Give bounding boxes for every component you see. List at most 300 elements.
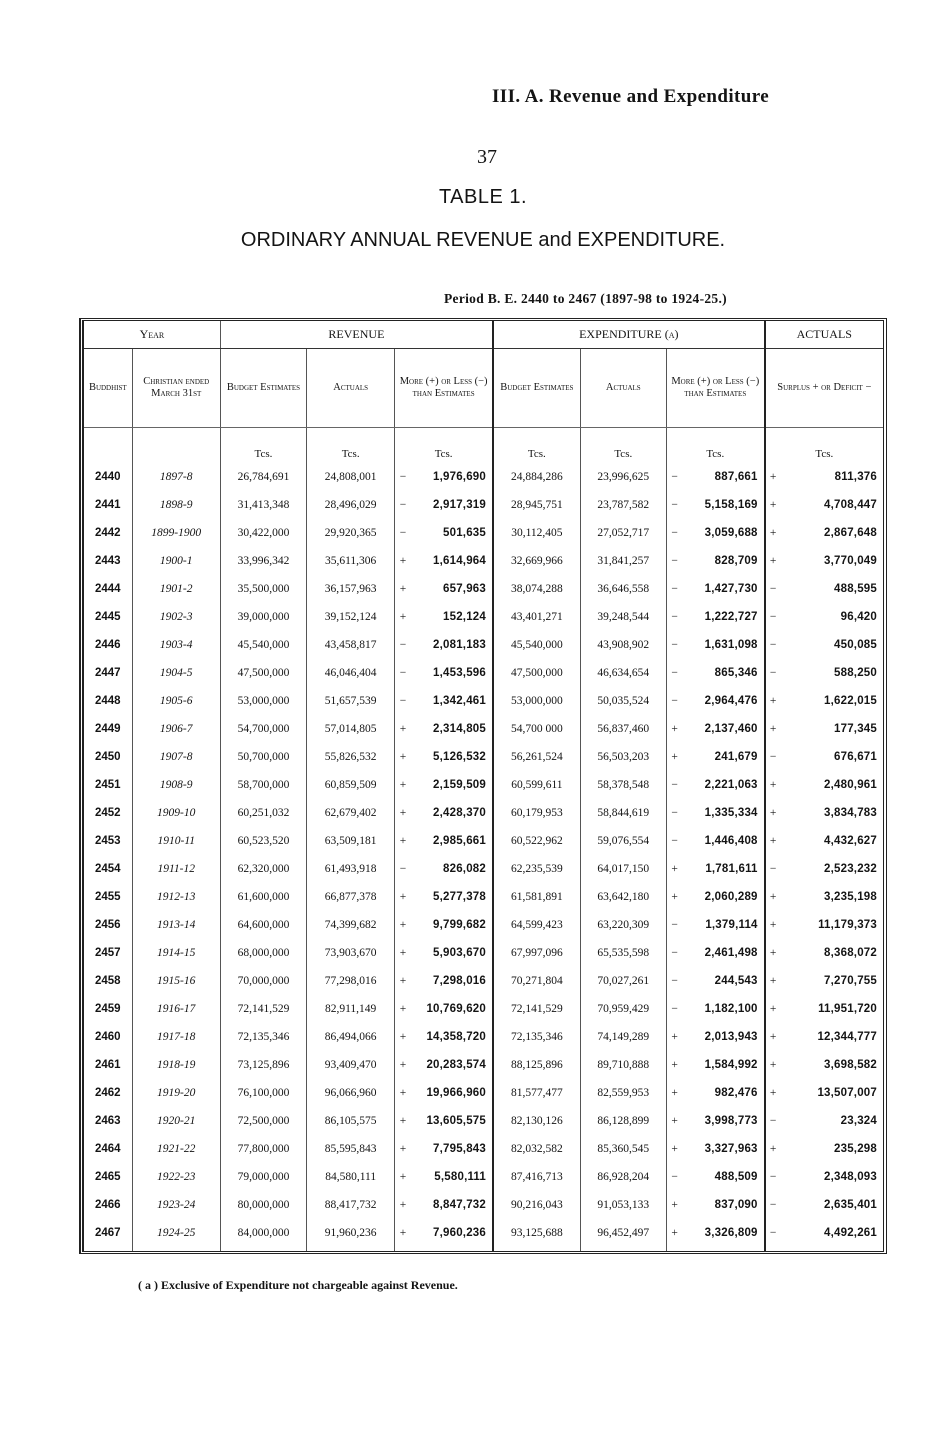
revenue-budget: 53,000,000 [220, 687, 306, 715]
christian-year: 1910-11 [132, 827, 220, 855]
buddhist-year: 2458 [84, 967, 132, 995]
revenue-actual: 39,152,124 [307, 603, 395, 631]
revenue-actual: 84,580,111 [307, 1163, 395, 1191]
surplus-deficit: 235,298 [834, 1143, 877, 1155]
surplus-deficit: 1,622,015 [824, 695, 877, 707]
expenditure-actual: 27,052,717 [580, 519, 666, 547]
expenditure-budget: 70,271,804 [493, 967, 580, 995]
revenue-budget: 47,500,000 [220, 659, 306, 687]
christian-year: 1904-5 [132, 659, 220, 687]
surplus-sign: − [769, 583, 777, 595]
revenue-sign: + [399, 1171, 407, 1183]
header-expenditure-budget: Budget Estimates [493, 349, 580, 428]
revenue-budget: 39,000,000 [220, 603, 306, 631]
surplus-deficit: 2,348,093 [824, 1171, 877, 1183]
revenue-sign: + [399, 947, 407, 959]
surplus-sign: + [769, 1003, 777, 1015]
surplus-sign: + [769, 975, 777, 987]
expenditure-budget: 67,997,096 [493, 939, 580, 967]
revenue-sign: − [399, 863, 407, 875]
revenue-sign: + [399, 975, 407, 987]
surplus-deficit: 450,085 [834, 639, 877, 651]
expenditure-sign: − [671, 835, 678, 847]
expenditure-sign: − [671, 779, 678, 791]
expenditure-sign: + [671, 723, 678, 735]
revenue-actual: 36,157,963 [307, 575, 395, 603]
expenditure-difference: 2,964,476 [682, 687, 764, 715]
buddhist-year: 2450 [84, 743, 132, 771]
revenue-difference: 10,769,620 [411, 995, 493, 1023]
table-row [84, 883, 883, 911]
expenditure-difference: 1,781,611 [682, 855, 764, 883]
christian-year: 1903-4 [132, 631, 220, 659]
surplus-deficit: 811,376 [834, 471, 877, 483]
christian-year: 1918-19 [132, 1051, 220, 1079]
revenue-actual: 63,509,181 [307, 827, 395, 855]
buddhist-year: 2443 [84, 547, 132, 575]
header-surplus-deficit: Surplus + or Deficit − [765, 349, 883, 428]
revenue-budget: 77,800,000 [220, 1135, 306, 1163]
revenue-difference: 5,126,532 [411, 743, 493, 771]
expenditure-budget: 90,216,043 [493, 1191, 580, 1219]
revenue-budget: 70,000,000 [220, 967, 306, 995]
surplus-sign: − [769, 1171, 777, 1183]
revenue-budget: 72,500,000 [220, 1107, 306, 1135]
buddhist-year: 2454 [84, 855, 132, 883]
buddhist-year: 2451 [84, 771, 132, 799]
revenue-sign: + [399, 583, 407, 595]
surplus-deficit: 23,324 [840, 1115, 877, 1127]
header-actuals: ACTUALS [765, 321, 883, 349]
revenue-actual: 24,808,001 [307, 463, 395, 491]
buddhist-year: 2466 [84, 1191, 132, 1219]
revenue-actual: 82,911,149 [307, 995, 395, 1023]
surplus-sign: − [769, 667, 777, 679]
expenditure-sign: − [671, 583, 678, 595]
revenue-sign: + [399, 1031, 407, 1043]
expenditure-sign: + [671, 1143, 678, 1155]
expenditure-actual: 58,844,619 [580, 799, 666, 827]
revenue-budget: 60,523,520 [220, 827, 306, 855]
revenue-difference: 2,081,183 [411, 631, 493, 659]
revenue-sign: − [399, 527, 407, 539]
surplus-deficit: 3,235,198 [824, 891, 877, 903]
revenue-sign: + [399, 1087, 407, 1099]
revenue-actual: 43,458,817 [307, 631, 395, 659]
header-revenue-actuals: Actuals [307, 349, 395, 428]
expenditure-actual: 31,841,257 [580, 547, 666, 575]
buddhist-year: 2462 [84, 1079, 132, 1107]
expenditure-budget: 43,401,271 [493, 603, 580, 631]
expenditure-difference: 2,137,460 [682, 715, 764, 743]
unit-label: Tcs. [580, 428, 666, 464]
surplus-sign: + [769, 1143, 777, 1155]
expenditure-sign: + [671, 751, 678, 763]
christian-year: 1919-20 [132, 1079, 220, 1107]
expenditure-budget: 24,884,286 [493, 463, 580, 491]
revenue-sign: + [399, 751, 407, 763]
revenue-sign: + [399, 919, 407, 931]
buddhist-year: 2440 [84, 463, 132, 491]
revenue-sign: + [399, 1003, 407, 1015]
buddhist-year: 2457 [84, 939, 132, 967]
table-row [84, 547, 883, 575]
revenue-actual: 73,903,670 [307, 939, 395, 967]
revenue-difference: 5,903,670 [411, 939, 493, 967]
table-subtitle: ORDINARY ANNUAL REVENUE and EXPENDITURE. [240, 229, 726, 251]
expenditure-actual: 74,149,289 [580, 1023, 666, 1051]
revenue-sign: + [399, 835, 407, 847]
expenditure-budget: 56,261,524 [493, 743, 580, 771]
header-buddhist-era: Buddhist [84, 349, 132, 428]
expenditure-difference: 887,661 [682, 463, 764, 491]
revenue-difference: 5,580,111 [411, 1163, 493, 1191]
table-row [84, 687, 883, 715]
table-title: TABLE 1. [438, 186, 528, 208]
revenue-difference: 1,453,596 [411, 659, 493, 687]
page-number: 37 [477, 146, 497, 168]
revenue-actual: 91,960,236 [307, 1219, 395, 1251]
revenue-actual: 77,298,016 [307, 967, 395, 995]
christian-year: 1902-3 [132, 603, 220, 631]
revenue-actual: 88,417,732 [307, 1191, 395, 1219]
buddhist-year: 2453 [84, 827, 132, 855]
expenditure-difference: 1,379,114 [682, 911, 764, 939]
expenditure-budget: 64,599,423 [493, 911, 580, 939]
christian-year: 1911-12 [132, 855, 220, 883]
header-expenditure-more-less: More (+) or Less (−) than Estimates [666, 349, 764, 428]
unit-label: Tcs. [307, 428, 395, 464]
revenue-difference: 2,159,509 [411, 771, 493, 799]
unit-label: Tcs. [666, 428, 764, 464]
table-row [84, 995, 883, 1023]
christian-year: 1908-9 [132, 771, 220, 799]
christian-year: 1912-13 [132, 883, 220, 911]
revenue-budget: 64,600,000 [220, 911, 306, 939]
revenue-difference: 8,847,732 [411, 1191, 493, 1219]
surplus-deficit: 4,708,447 [824, 499, 877, 511]
surplus-deficit: 488,595 [834, 583, 877, 595]
table-row [84, 911, 883, 939]
table-row [84, 1079, 883, 1107]
surplus-sign: + [769, 891, 777, 903]
revenue-actual: 86,494,066 [307, 1023, 395, 1051]
table-row [84, 603, 883, 631]
surplus-deficit: 177,345 [834, 723, 877, 735]
revenue-difference: 7,298,016 [411, 967, 493, 995]
revenue-actual: 96,066,960 [307, 1079, 395, 1107]
christian-year: 1917-18 [132, 1023, 220, 1051]
surplus-sign: − [769, 863, 777, 875]
expenditure-budget: 61,581,891 [493, 883, 580, 911]
expenditure-sign: + [671, 1227, 678, 1239]
revenue-sign: + [399, 1059, 407, 1071]
revenue-budget: 26,784,691 [220, 463, 306, 491]
unit-label: Tcs. [395, 428, 493, 464]
expenditure-difference: 3,998,773 [682, 1107, 764, 1135]
revenue-budget: 35,500,000 [220, 575, 306, 603]
expenditure-sign: + [671, 1059, 678, 1071]
revenue-actual: 62,679,402 [307, 799, 395, 827]
revenue-difference: 7,795,843 [411, 1135, 493, 1163]
expenditure-budget: 81,577,477 [493, 1079, 580, 1107]
surplus-sign: + [769, 555, 777, 567]
revenue-difference: 826,082 [411, 855, 493, 883]
expenditure-difference: 837,090 [682, 1191, 764, 1219]
expenditure-difference: 1,631,098 [682, 631, 764, 659]
table-row [84, 855, 883, 883]
expenditure-difference: 488,509 [682, 1163, 764, 1191]
christian-year: 1899-1900 [132, 519, 220, 547]
revenue-expenditure-table [79, 318, 887, 1254]
revenue-actual: 55,826,532 [307, 743, 395, 771]
expenditure-actual: 23,787,582 [580, 491, 666, 519]
revenue-budget: 76,100,000 [220, 1079, 306, 1107]
expenditure-sign: − [671, 807, 678, 819]
table-row [84, 631, 883, 659]
revenue-budget: 54,700,000 [220, 715, 306, 743]
unit-label: Tcs. [493, 428, 580, 464]
expenditure-difference: 982,476 [682, 1079, 764, 1107]
expenditure-budget: 32,669,966 [493, 547, 580, 575]
surplus-sign: + [769, 499, 777, 511]
revenue-sign: + [399, 1227, 407, 1239]
buddhist-year: 2444 [84, 575, 132, 603]
buddhist-year: 2445 [84, 603, 132, 631]
expenditure-actual: 65,535,598 [580, 939, 666, 967]
revenue-budget: 31,413,348 [220, 491, 306, 519]
expenditure-sign: − [671, 1171, 678, 1183]
revenue-sign: + [399, 779, 407, 791]
revenue-budget: 68,000,000 [220, 939, 306, 967]
expenditure-sign: + [671, 1031, 678, 1043]
buddhist-year: 2456 [84, 911, 132, 939]
expenditure-difference: 3,059,688 [682, 519, 764, 547]
expenditure-difference: 3,326,809 [682, 1219, 764, 1251]
surplus-sign: + [769, 471, 777, 483]
christian-year: 1914-15 [132, 939, 220, 967]
surplus-sign: + [769, 1059, 777, 1071]
revenue-difference: 2,917,319 [411, 491, 493, 519]
header-expenditure-actuals: Actuals [580, 349, 666, 428]
expenditure-budget: 53,000,000 [493, 687, 580, 715]
surplus-deficit: 13,507,007 [817, 1087, 877, 1099]
expenditure-budget: 87,416,713 [493, 1163, 580, 1191]
christian-year: 1923-24 [132, 1191, 220, 1219]
buddhist-year: 2447 [84, 659, 132, 687]
surplus-deficit: 4,432,627 [824, 835, 877, 847]
revenue-actual: 29,920,365 [307, 519, 395, 547]
surplus-deficit: 2,635,401 [824, 1199, 877, 1211]
christian-year: 1906-7 [132, 715, 220, 743]
expenditure-actual: 70,959,429 [580, 995, 666, 1023]
header-revenue: REVENUE [220, 321, 493, 349]
expenditure-difference: 2,461,498 [682, 939, 764, 967]
buddhist-year: 2446 [84, 631, 132, 659]
expenditure-difference: 1,427,730 [682, 575, 764, 603]
christian-year: 1915-16 [132, 967, 220, 995]
table-row [84, 967, 883, 995]
expenditure-actual: 64,017,150 [580, 855, 666, 883]
expenditure-difference: 241,679 [682, 743, 764, 771]
expenditure-sign: − [671, 947, 678, 959]
expenditure-sign: − [671, 611, 678, 623]
surplus-sign: + [769, 723, 777, 735]
buddhist-year: 2448 [84, 687, 132, 715]
surplus-sign: + [769, 527, 777, 539]
expenditure-difference: 865,346 [682, 659, 764, 687]
table-row [84, 1191, 883, 1219]
expenditure-actual: 56,503,203 [580, 743, 666, 771]
expenditure-actual: 23,996,625 [580, 463, 666, 491]
expenditure-difference: 2,060,289 [682, 883, 764, 911]
christian-year: 1920-21 [132, 1107, 220, 1135]
surplus-deficit: 2,867,648 [824, 527, 877, 539]
table-row [84, 1051, 883, 1079]
surplus-sign: + [769, 807, 777, 819]
expenditure-difference: 1,446,408 [682, 827, 764, 855]
revenue-difference: 7,960,236 [411, 1219, 493, 1251]
revenue-difference: 1,614,964 [411, 547, 493, 575]
table-row [84, 1135, 883, 1163]
revenue-difference: 19,966,960 [411, 1079, 493, 1107]
revenue-budget: 79,000,000 [220, 1163, 306, 1191]
revenue-sign: − [399, 667, 407, 679]
expenditure-sign: + [671, 891, 678, 903]
table-row [84, 1023, 883, 1051]
table-row [84, 715, 883, 743]
expenditure-difference: 3,327,963 [682, 1135, 764, 1163]
buddhist-year: 2459 [84, 995, 132, 1023]
surplus-deficit: 11,179,373 [818, 919, 877, 931]
revenue-difference: 14,358,720 [411, 1023, 493, 1051]
revenue-actual: 35,611,306 [307, 547, 395, 575]
buddhist-year: 2461 [84, 1051, 132, 1079]
revenue-actual: 93,409,470 [307, 1051, 395, 1079]
revenue-sign: − [399, 639, 407, 651]
table-row [84, 743, 883, 771]
surplus-deficit: 7,270,755 [824, 975, 877, 987]
revenue-sign: + [399, 611, 407, 623]
revenue-sign: − [399, 695, 407, 707]
revenue-budget: 61,600,000 [220, 883, 306, 911]
expenditure-sign: − [671, 975, 678, 987]
table-row [84, 1219, 883, 1251]
revenue-difference: 5,277,378 [411, 883, 493, 911]
expenditure-budget: 30,112,405 [493, 519, 580, 547]
expenditure-sign: + [671, 1087, 678, 1099]
expenditure-actual: 86,928,204 [580, 1163, 666, 1191]
expenditure-difference: 1,335,334 [682, 799, 764, 827]
christian-year: 1913-14 [132, 911, 220, 939]
expenditure-actual: 63,642,180 [580, 883, 666, 911]
expenditure-sign: − [671, 695, 678, 707]
revenue-difference: 2,428,370 [411, 799, 493, 827]
surplus-sign: − [769, 611, 777, 623]
surplus-deficit: 2,480,961 [824, 779, 877, 791]
buddhist-year: 2467 [84, 1219, 132, 1251]
header-expenditure: EXPENDITURE (a) [493, 321, 765, 349]
buddhist-year: 2452 [84, 799, 132, 827]
expenditure-actual: 96,452,497 [580, 1219, 666, 1251]
revenue-difference: 152,124 [411, 603, 493, 631]
surplus-sign: + [769, 919, 777, 931]
expenditure-actual: 36,646,558 [580, 575, 666, 603]
christian-year: 1924-25 [132, 1219, 220, 1251]
surplus-sign: − [769, 751, 777, 763]
surplus-deficit: 588,250 [834, 667, 877, 679]
expenditure-budget: 60,522,962 [493, 827, 580, 855]
buddhist-year: 2464 [84, 1135, 132, 1163]
surplus-deficit: 12,344,777 [817, 1031, 877, 1043]
revenue-actual: 86,105,575 [307, 1107, 395, 1135]
surplus-deficit: 3,698,582 [824, 1059, 877, 1071]
surplus-deficit: 8,368,072 [824, 947, 877, 959]
period-caption: Period B. E. 2440 to 2467 (1897-98 to 1924-25.) [444, 291, 727, 306]
table-row [84, 575, 883, 603]
expenditure-sign: − [671, 667, 678, 679]
expenditure-budget: 82,130,126 [493, 1107, 580, 1135]
expenditure-budget: 88,125,896 [493, 1051, 580, 1079]
expenditure-actual: 58,378,548 [580, 771, 666, 799]
expenditure-budget: 93,125,688 [493, 1219, 580, 1251]
header-revenue-more-less: More (+) or Less (−) than Estimates [395, 349, 493, 428]
revenue-difference: 501,635 [411, 519, 493, 547]
surplus-sign: + [769, 1087, 777, 1099]
expenditure-budget: 82,032,582 [493, 1135, 580, 1163]
table-row [84, 827, 883, 855]
unit-label: Tcs. [220, 428, 306, 464]
christian-year: 1921-22 [132, 1135, 220, 1163]
expenditure-actual: 86,128,899 [580, 1107, 666, 1135]
footnote: ( a ) Exclusive of Expenditure not chargeable against Revenue. [138, 1278, 458, 1292]
expenditure-difference: 5,158,169 [682, 491, 764, 519]
expenditure-budget: 62,235,539 [493, 855, 580, 883]
surplus-deficit: 3,770,049 [824, 555, 877, 567]
header-christian-year: Christian ended March 31st [132, 349, 220, 428]
expenditure-budget: 38,074,288 [493, 575, 580, 603]
surplus-deficit: 96,420 [840, 611, 877, 623]
revenue-actual: 51,657,539 [307, 687, 395, 715]
section-title: III. A. Revenue and Expenditure [492, 86, 770, 107]
surplus-sign: − [769, 1115, 777, 1127]
revenue-difference: 1,976,690 [411, 463, 493, 491]
expenditure-sign: + [671, 863, 678, 875]
revenue-difference: 20,283,574 [411, 1051, 493, 1079]
christian-year: 1922-23 [132, 1163, 220, 1191]
christian-year: 1905-6 [132, 687, 220, 715]
expenditure-difference: 828,709 [682, 547, 764, 575]
expenditure-difference: 1,182,100 [682, 995, 764, 1023]
revenue-difference: 1,342,461 [411, 687, 493, 715]
expenditure-sign: + [671, 1199, 678, 1211]
buddhist-year: 2465 [84, 1163, 132, 1191]
christian-year: 1898-9 [132, 491, 220, 519]
expenditure-sign: − [671, 499, 678, 511]
expenditure-actual: 39,248,544 [580, 603, 666, 631]
table-row [84, 1163, 883, 1191]
revenue-sign: + [399, 723, 407, 735]
units-row [84, 428, 883, 464]
unit-label: Tcs. [815, 448, 834, 460]
revenue-actual: 61,493,918 [307, 855, 395, 883]
buddhist-year: 2463 [84, 1107, 132, 1135]
revenue-budget: 72,141,529 [220, 995, 306, 1023]
revenue-sign: + [399, 1143, 407, 1155]
christian-year: 1907-8 [132, 743, 220, 771]
expenditure-sign: − [671, 639, 678, 651]
revenue-actual: 74,399,682 [307, 911, 395, 939]
